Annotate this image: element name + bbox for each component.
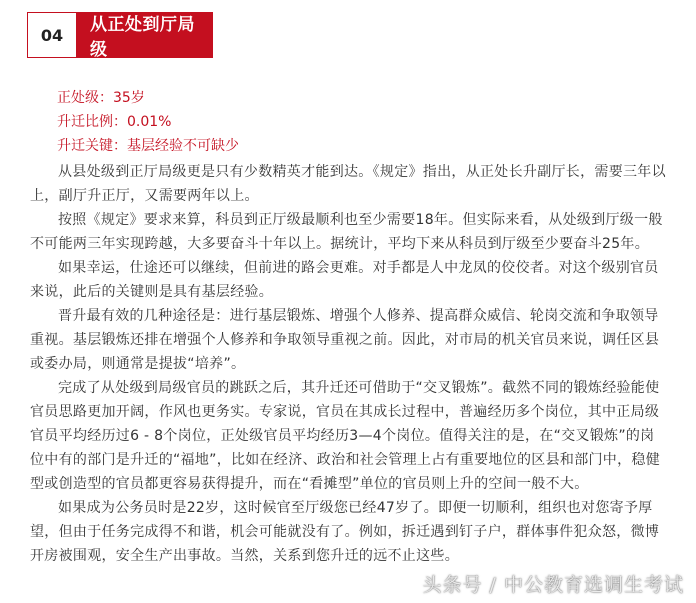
fact-age: 正处级：35岁 — [57, 90, 145, 106]
paragraph: 按照《规定》要求来算，科员到正厅级最顺利也至少需要18年。但实际来看，从处级到厅级一般不可能两三年实现跨越，大多要奋斗十年以上。据统计，平均下来从科员到厅级至少要奋斗25年。 — [30, 212, 663, 252]
paragraph: 如果幸运，仕途还可以继续，但前进的路会更难。对手都是人中龙凤的佼佼者。对这个级别官员来说，此后的关键则是具有基层经验。 — [30, 260, 659, 300]
paragraph: 完成了从处级到局级官员的跳跃之后，其升迁还可借助于“交叉锻炼”。截然不同的锻炼经验能使官员思路更加开阔，作风也更务实。专家说，官员在其成长过程中，普遍经历多个岗位，其中正局级官员平均经历过6 - 8个岗位，正处级官员平均经历3—4个岗位。值得关注的是，在“交叉锻炼”的岗位中有的部门是升迁的“福地”，比如在经济、政治和社会管理上占有重要地位的区县和部门中，稳健型或创造型的官员都更容易获得提升，而在“看摊型”单位的官员则上升的空间一般不大。 — [30, 380, 661, 492]
section-title: 从正处到厅局级 — [76, 13, 212, 57]
article-body — [30, 160, 668, 568]
key-facts — [57, 86, 239, 158]
paragraph: 晋升最有效的几种途径是：进行基层锻炼、增强个人修养、提高群众威信、轮岗交流和争取领导重视。基层锻炼还排在增强个人修养和争取领导重视之前。因此，对市局的机关官员来说，调任区县或委办局，则通常是提拔“培养”。 — [30, 308, 660, 372]
watermark: 头条号 / 中公教育选调生考试 — [422, 574, 684, 596]
fact-promotion-key: 升迁关键：基层经验不可缺少 — [57, 138, 239, 154]
paragraph: 如果成为公务员时是22岁，这时候官至厅级您已经47岁了。即便一切顺利，组织也对您寄予厚望，但由于任务完成得不和谐，机会可能就没有了。例如，拆迁遇到钉子户，群体事件犯众怒，微博开房被围观，安全生产出事故。当然，关系到您升迁的远不止这些。 — [30, 500, 660, 564]
section-header — [27, 12, 213, 58]
fact-promotion-ratio: 升迁比例：0.01% — [57, 114, 172, 130]
paragraph: 从县处级到正厅局级更是只有少数精英才能到达。《规定》指出，从正处长升副厅长，需要三年以上，副厅升正厅，又需要两年以上。 — [30, 164, 666, 204]
section-number: 04 — [28, 13, 76, 57]
